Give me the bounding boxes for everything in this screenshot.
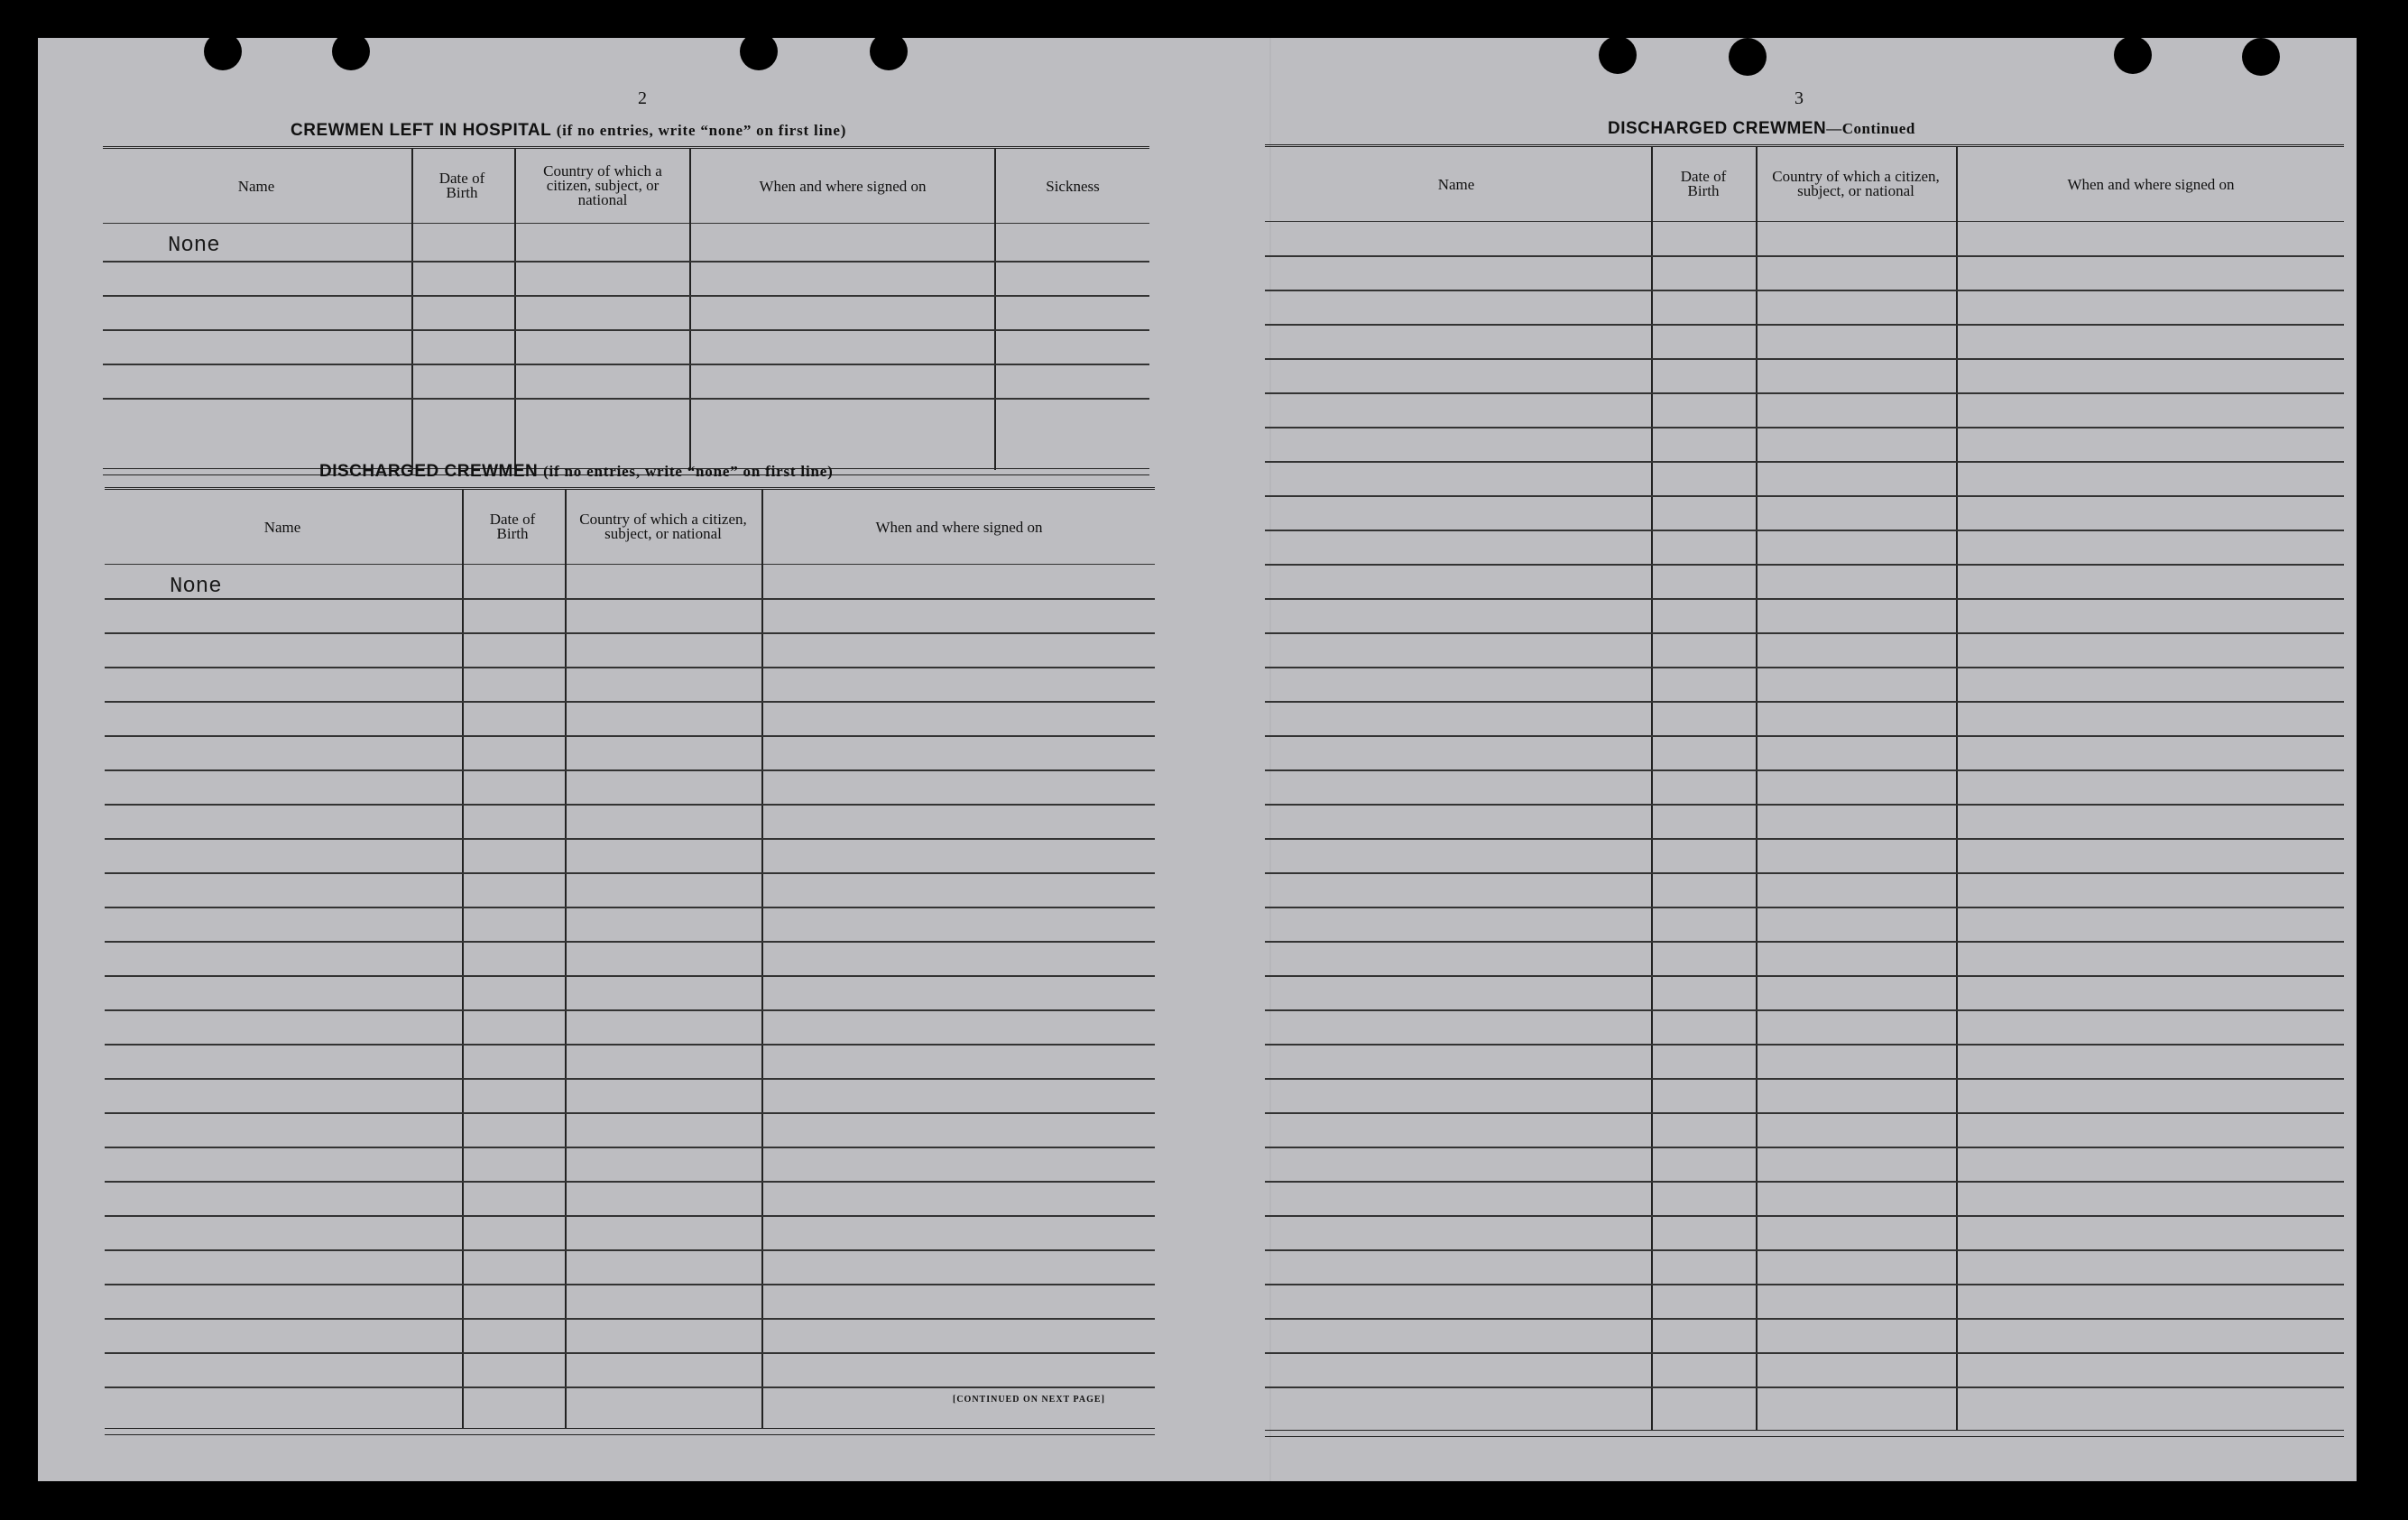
row-rule bbox=[1265, 838, 2344, 840]
hospital-table-header bbox=[103, 149, 1149, 224]
col-header-country: Country of which a citizen, subject, or national bbox=[579, 511, 747, 542]
column-divider bbox=[514, 149, 516, 470]
row-rule bbox=[1265, 735, 2344, 737]
punch-hole bbox=[1729, 38, 1767, 76]
row-rule bbox=[105, 1386, 1155, 1388]
ledger-sheet bbox=[38, 38, 2357, 1481]
column-divider bbox=[462, 490, 464, 1428]
discharged-continued-title bbox=[1608, 119, 1915, 139]
page-number-right: 3 bbox=[1794, 88, 1804, 108]
row-rule bbox=[1265, 530, 2344, 531]
row-rule bbox=[1265, 975, 2344, 977]
column-divider bbox=[1756, 147, 1758, 1430]
discharged-section-title bbox=[319, 462, 834, 482]
column-divider bbox=[761, 490, 763, 1428]
row-rule bbox=[1265, 1215, 2344, 1217]
col-header-name: Name bbox=[1437, 175, 1475, 193]
row-rule bbox=[1265, 1181, 2344, 1183]
row-rule bbox=[1265, 907, 2344, 908]
column-divider bbox=[1956, 147, 1958, 1430]
table-bottom-rule bbox=[105, 1428, 1155, 1435]
row-rule bbox=[105, 1284, 1155, 1285]
row-rule bbox=[105, 1318, 1155, 1320]
column-divider bbox=[411, 149, 413, 470]
row-rule bbox=[1265, 427, 2344, 428]
row-rule bbox=[105, 769, 1155, 771]
col-header-signed-on: When and where signed on bbox=[2067, 175, 2235, 193]
col-header-date-of-birth: Date of Birth bbox=[438, 170, 485, 201]
row-rule bbox=[105, 632, 1155, 634]
row-rule bbox=[105, 838, 1155, 840]
continued-note: [CONTINUED ON NEXT PAGE] bbox=[953, 1395, 1105, 1405]
column-divider bbox=[565, 490, 567, 1428]
hospital-section-title bbox=[291, 121, 846, 141]
table-bottom-rule bbox=[1265, 1430, 2344, 1437]
column-divider bbox=[1651, 147, 1653, 1430]
punch-hole bbox=[332, 32, 370, 70]
row-rule bbox=[1265, 461, 2344, 463]
row-rule bbox=[1265, 392, 2344, 394]
row-rule bbox=[1265, 1249, 2344, 1251]
row-rule bbox=[103, 329, 1149, 331]
col-header-signed-on: When and where signed on bbox=[759, 177, 927, 195]
col-header-country: Country of which a citizen, subject, or national bbox=[1772, 168, 1940, 199]
row-rule bbox=[1265, 1078, 2344, 1080]
row-rule bbox=[103, 364, 1149, 365]
punch-hole bbox=[2242, 38, 2280, 76]
col-header-date-of-birth: Date of Birth bbox=[489, 511, 536, 542]
col-header-date-of-birth: Date of Birth bbox=[1680, 168, 1727, 199]
row-rule bbox=[105, 1352, 1155, 1354]
row-rule bbox=[105, 735, 1155, 737]
row-rule bbox=[105, 804, 1155, 806]
discharged-title-text: DISCHARGED CREWMEN bbox=[319, 462, 539, 481]
row-rule bbox=[1265, 564, 2344, 566]
row-rule bbox=[105, 1009, 1155, 1011]
discharged-entry-name: None bbox=[170, 575, 222, 599]
row-rule bbox=[1265, 324, 2344, 326]
row-rule bbox=[103, 295, 1149, 297]
row-rule bbox=[103, 261, 1149, 263]
punch-hole bbox=[2114, 36, 2152, 74]
row-rule bbox=[1265, 872, 2344, 874]
row-rule bbox=[105, 1249, 1155, 1251]
row-rule bbox=[1265, 804, 2344, 806]
row-rule bbox=[1265, 667, 2344, 668]
row-rule bbox=[105, 598, 1155, 600]
row-rule bbox=[1265, 1009, 2344, 1011]
row-rule bbox=[1265, 769, 2344, 771]
row-rule bbox=[1265, 255, 2344, 257]
punch-hole bbox=[740, 32, 778, 70]
row-rule bbox=[1265, 290, 2344, 291]
hospital-entry-name: None bbox=[168, 234, 220, 258]
col-header-name: Name bbox=[263, 518, 301, 536]
continued-title-suffix: —Continued bbox=[1826, 120, 1915, 137]
col-header-sickness: Sickness bbox=[1046, 177, 1100, 195]
discharged-table-header bbox=[105, 490, 1155, 565]
row-rule bbox=[105, 941, 1155, 943]
col-header-name: Name bbox=[237, 177, 275, 195]
continued-table-header bbox=[1265, 147, 2344, 222]
continued-title-text: DISCHARGED CREWMEN bbox=[1608, 119, 1827, 138]
row-rule bbox=[1265, 941, 2344, 943]
row-rule bbox=[105, 872, 1155, 874]
row-rule bbox=[105, 1078, 1155, 1080]
hospital-title-note: (if no entries, write “none” on first line) bbox=[556, 122, 847, 139]
row-rule bbox=[1265, 358, 2344, 360]
discharged-title-note: (if no entries, write “none” on first line) bbox=[543, 463, 834, 480]
row-rule bbox=[103, 398, 1149, 400]
row-rule bbox=[105, 667, 1155, 668]
punch-hole bbox=[1599, 36, 1637, 74]
row-rule bbox=[1265, 1318, 2344, 1320]
discharged-table-right bbox=[1265, 144, 2344, 1435]
row-rule bbox=[1265, 1044, 2344, 1046]
row-rule bbox=[1265, 1352, 2344, 1354]
row-rule bbox=[1265, 1386, 2344, 1388]
row-rule bbox=[105, 701, 1155, 703]
row-rule bbox=[1265, 1284, 2344, 1285]
row-rule bbox=[1265, 1112, 2344, 1114]
col-header-country: Country of which a citizen, subject, or national bbox=[543, 162, 662, 208]
hospital-title-text: CREWMEN LEFT IN HOSPITAL bbox=[291, 121, 551, 140]
row-rule bbox=[105, 1181, 1155, 1183]
row-rule bbox=[105, 975, 1155, 977]
row-rule bbox=[1265, 495, 2344, 497]
row-rule bbox=[105, 907, 1155, 908]
hospital-table bbox=[103, 146, 1149, 470]
row-rule bbox=[105, 1215, 1155, 1217]
row-rule bbox=[105, 1044, 1155, 1046]
row-rule bbox=[1265, 1147, 2344, 1148]
row-rule bbox=[105, 1112, 1155, 1114]
col-header-signed-on: When and where signed on bbox=[875, 518, 1043, 536]
row-rule bbox=[1265, 598, 2344, 600]
row-rule bbox=[105, 1147, 1155, 1148]
row-rule bbox=[1265, 701, 2344, 703]
column-divider bbox=[994, 149, 996, 470]
column-divider bbox=[689, 149, 691, 470]
row-rule bbox=[1265, 632, 2344, 634]
discharged-table-left bbox=[105, 487, 1155, 1433]
punch-hole bbox=[204, 32, 242, 70]
punch-hole bbox=[870, 32, 908, 70]
page-number-left: 2 bbox=[638, 88, 647, 108]
